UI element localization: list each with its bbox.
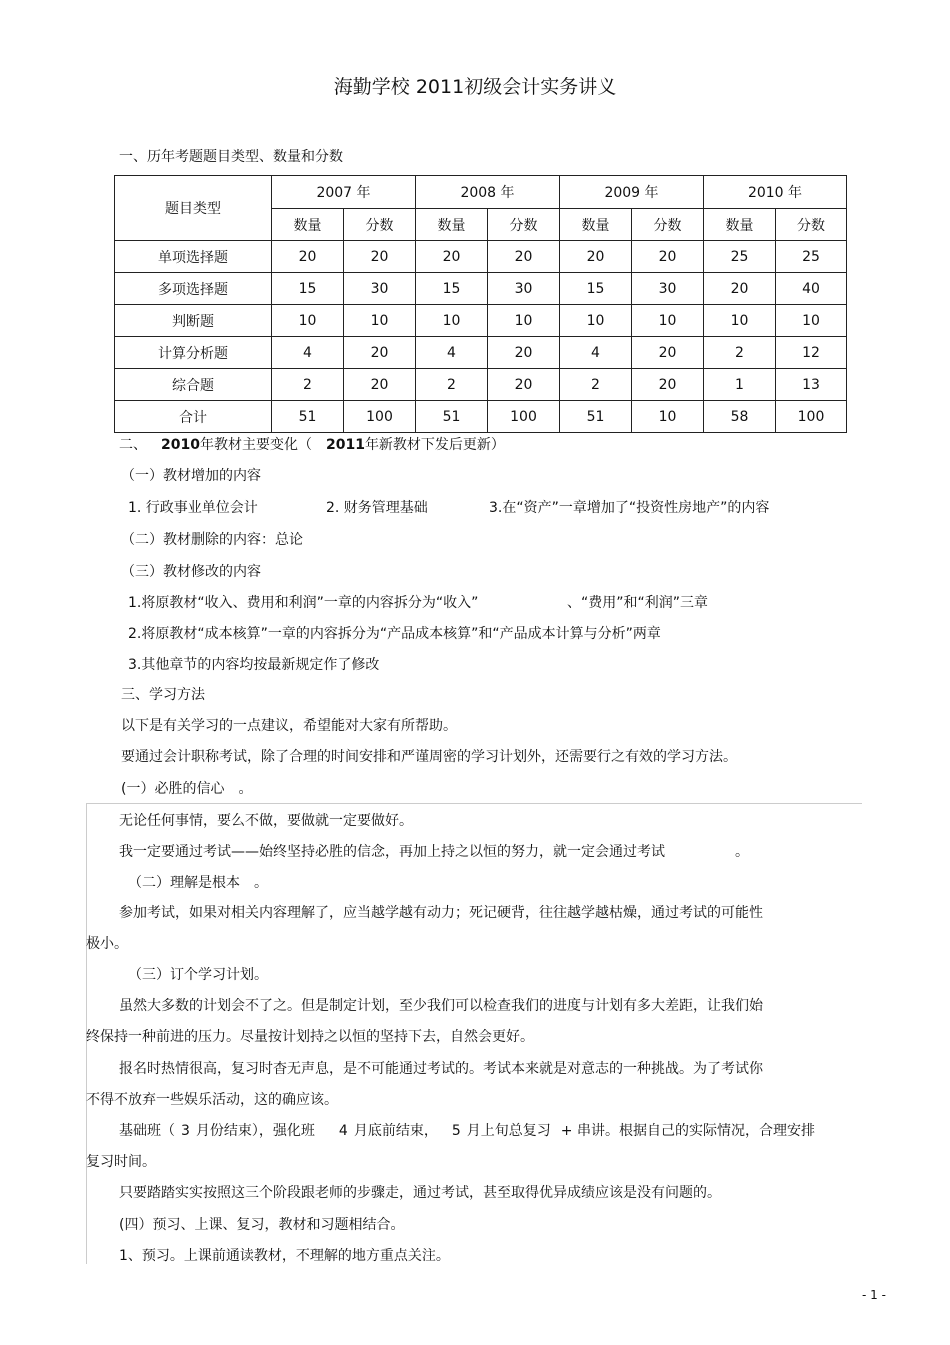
subheading-understanding [128, 873, 268, 893]
table-cell: 10 [416, 305, 488, 337]
subheading-added: （一）教材增加的内容 [121, 468, 261, 484]
subheading-plan: （三）订个学习计划。 [128, 967, 268, 983]
table-cell: 20 [560, 241, 632, 273]
table-row [115, 273, 847, 305]
table-cell: 13 [776, 369, 847, 401]
subheading-end: 。 [254, 875, 268, 891]
text: + 串讲。根据自己的实际情况，合理安排 [560, 1123, 815, 1139]
table-cell: 15 [272, 273, 344, 305]
table-cell: 4 [560, 337, 632, 369]
table-cell: 51 [272, 401, 344, 433]
section-3-heading: 三、学习方法 [121, 687, 205, 703]
table-cell: 20 [344, 337, 416, 369]
table-row [115, 305, 847, 337]
table-cell: 4 [416, 337, 488, 369]
section-2-year-new: 2011 [325, 437, 365, 453]
subheading-deleted: （二）教材删除的内容：总论 [121, 532, 303, 548]
subheading-text: (一）必胜的信心 [121, 781, 225, 797]
sub-header: 数量 [704, 209, 776, 241]
table-cell: 20 [344, 369, 416, 401]
row-label: 综合题 [115, 369, 272, 401]
table-cell: 20 [488, 337, 560, 369]
modified-item-1a: 1.将原教材“收入、费用和利润”一章的内容拆分为“收入” [128, 595, 479, 611]
sub-header: 分数 [488, 209, 560, 241]
subheading-modified: （三）教材修改的内容 [121, 564, 261, 580]
table-cell: 10 [632, 305, 704, 337]
table-cell: 58 [704, 401, 776, 433]
subheading-confidence [121, 779, 252, 799]
table-cell: 100 [776, 401, 847, 433]
year-header: 2009 年 [560, 176, 704, 209]
table-cell: 25 [776, 241, 847, 273]
table-cell: 15 [560, 273, 632, 305]
table-cell: 12 [776, 337, 847, 369]
month: 3 [181, 1123, 190, 1139]
table-cell: 10 [344, 305, 416, 337]
text: 月上旬总复习 [466, 1123, 551, 1139]
section-2-mid: 年教材主要变化（ [199, 437, 312, 453]
paragraph-end: 。 [735, 844, 749, 860]
modified-item-1b: 、“费用”和“利润”三章 [567, 595, 709, 611]
row-label: 单项选择题 [115, 241, 272, 273]
paragraph-schedule [119, 1121, 815, 1141]
paragraph: 以下是有关学习的一点建议，希望能对大家有所帮助。 [121, 718, 457, 734]
table-cell: 51 [560, 401, 632, 433]
text: 月底前结束， [353, 1123, 438, 1139]
row-label: 判断题 [115, 305, 272, 337]
added-item-2: 2. 财务管理基础 [326, 500, 428, 516]
paragraph: 极小。 [86, 936, 128, 952]
table-cell: 2 [416, 369, 488, 401]
sub-header: 分数 [344, 209, 416, 241]
year-header: 2008 年 [416, 176, 560, 209]
year-header: 2010 年 [704, 176, 847, 209]
month: 5 [451, 1123, 461, 1139]
text: 基础班（ [119, 1123, 175, 1139]
added-item-3: 3.在“资产”一章增加了“投资性房地产”的内容 [489, 500, 770, 516]
table-row [115, 369, 847, 401]
section-1-heading: 一、历年考题题目类型、数量和分数 [119, 149, 343, 165]
paragraph: 复习时间。 [86, 1154, 156, 1170]
table-cell: 20 [416, 241, 488, 273]
row-label: 计算分析题 [115, 337, 272, 369]
table-cell: 25 [704, 241, 776, 273]
month: 4 [338, 1123, 348, 1139]
row-label: 多项选择题 [115, 273, 272, 305]
paragraph: 报名时热情很高，复习时杳无声息，是不可能通过考试的。考试本来就是对意志的一种挑战。为了考试你 [119, 1061, 763, 1077]
table-cell: 20 [632, 337, 704, 369]
table-cell: 2 [704, 337, 776, 369]
paragraph-text: 我一定要通过考试——始终坚持必胜的信念，再加上持之以恒的努力，就一定会通过考试 [119, 844, 665, 860]
subheading-preview: (四）预习、上课、复习，教材和习题相结合。 [119, 1217, 405, 1233]
table-cell: 100 [344, 401, 416, 433]
table-cell: 4 [272, 337, 344, 369]
paragraph: 要通过会计职称考试，除了合理的时间安排和严谨周密的学习计划外，还需要行之有效的学习方法。 [121, 749, 737, 765]
subheading-text: （二）理解是根本 [128, 875, 240, 891]
page-number: - 1 - [862, 1288, 886, 1302]
section-2-suffix: 年新教材下发后更新） [364, 437, 505, 453]
table-cell: 10 [632, 401, 704, 433]
table-cell: 20 [344, 241, 416, 273]
paragraph: 无论任何事情，要么不做，要做就一定要做好。 [119, 813, 413, 829]
table-cell: 2 [272, 369, 344, 401]
sub-header: 分数 [632, 209, 704, 241]
paragraph: 参加考试，如果对相关内容理解了，应当越学越有动力；死记硬背，往往越学越枯燥，通过考试的可能性 [119, 905, 763, 921]
table-cell: 30 [344, 273, 416, 305]
paragraph: 只要踏踏实实按照这三个阶段跟老师的步骤走，通过考试，甚至取得优异成绩应该是没有问题的。 [119, 1185, 721, 1201]
table-cell: 1 [704, 369, 776, 401]
table-cell: 20 [704, 273, 776, 305]
table-cell: 40 [776, 273, 847, 305]
table-row [115, 241, 847, 273]
modified-item-3: 3.其他章节的内容均按最新规定作了修改 [128, 657, 380, 673]
year-header: 2007 年 [272, 176, 416, 209]
paragraph: 不得不放弃一些娱乐活动，这的确应该。 [86, 1092, 338, 1108]
sub-header: 数量 [272, 209, 344, 241]
table-cell: 100 [488, 401, 560, 433]
table-total-row [115, 401, 847, 433]
table-cell: 20 [632, 241, 704, 273]
table-cell: 20 [632, 369, 704, 401]
subheading-end: 。 [238, 781, 253, 797]
row-label: 合计 [115, 401, 272, 433]
table-cell: 10 [272, 305, 344, 337]
table-cell: 51 [416, 401, 488, 433]
table-cell: 10 [704, 305, 776, 337]
paragraph: 终保持一种前进的压力。尽量按计划持之以恒的坚持下去，自然会更好。 [86, 1029, 534, 1045]
paragraph: 虽然大多数的计划会不了之。但是制定计划，至少我们可以检查我们的进度与计划有多大差距，让我们始 [119, 998, 763, 1014]
section-2-heading [119, 435, 505, 455]
table-cell: 10 [776, 305, 847, 337]
table-header-row [115, 176, 847, 209]
table-cell: 20 [488, 241, 560, 273]
table-cell: 2 [560, 369, 632, 401]
sub-header: 数量 [560, 209, 632, 241]
sub-header: 分数 [776, 209, 847, 241]
table-cell: 30 [488, 273, 560, 305]
paragraph: 1、预习。上课前通读教材，不理解的地方重点关注。 [119, 1248, 450, 1264]
table-cell: 10 [560, 305, 632, 337]
section-2-year: 2010 [161, 437, 200, 453]
table-cell: 20 [272, 241, 344, 273]
table-row [115, 337, 847, 369]
type-header: 题目类型 [115, 176, 272, 241]
section-2-prefix: 二、 [119, 437, 147, 453]
table-cell: 30 [632, 273, 704, 305]
exam-scores-table [114, 175, 847, 433]
table-cell: 20 [488, 369, 560, 401]
document-title: 海勤学校 2011初级会计实务讲义 [333, 76, 617, 98]
table-cell: 15 [416, 273, 488, 305]
table-cell: 10 [488, 305, 560, 337]
modified-item-2: 2.将原教材“成本核算”一章的内容拆分为“产品成本核算”和“产品成本计算与分析”两章 [128, 626, 661, 642]
sub-header: 数量 [416, 209, 488, 241]
text: 月份结束），强化班 [195, 1123, 315, 1139]
added-item-1: 1. 行政事业单位会计 [128, 500, 258, 516]
paragraph [119, 842, 749, 862]
